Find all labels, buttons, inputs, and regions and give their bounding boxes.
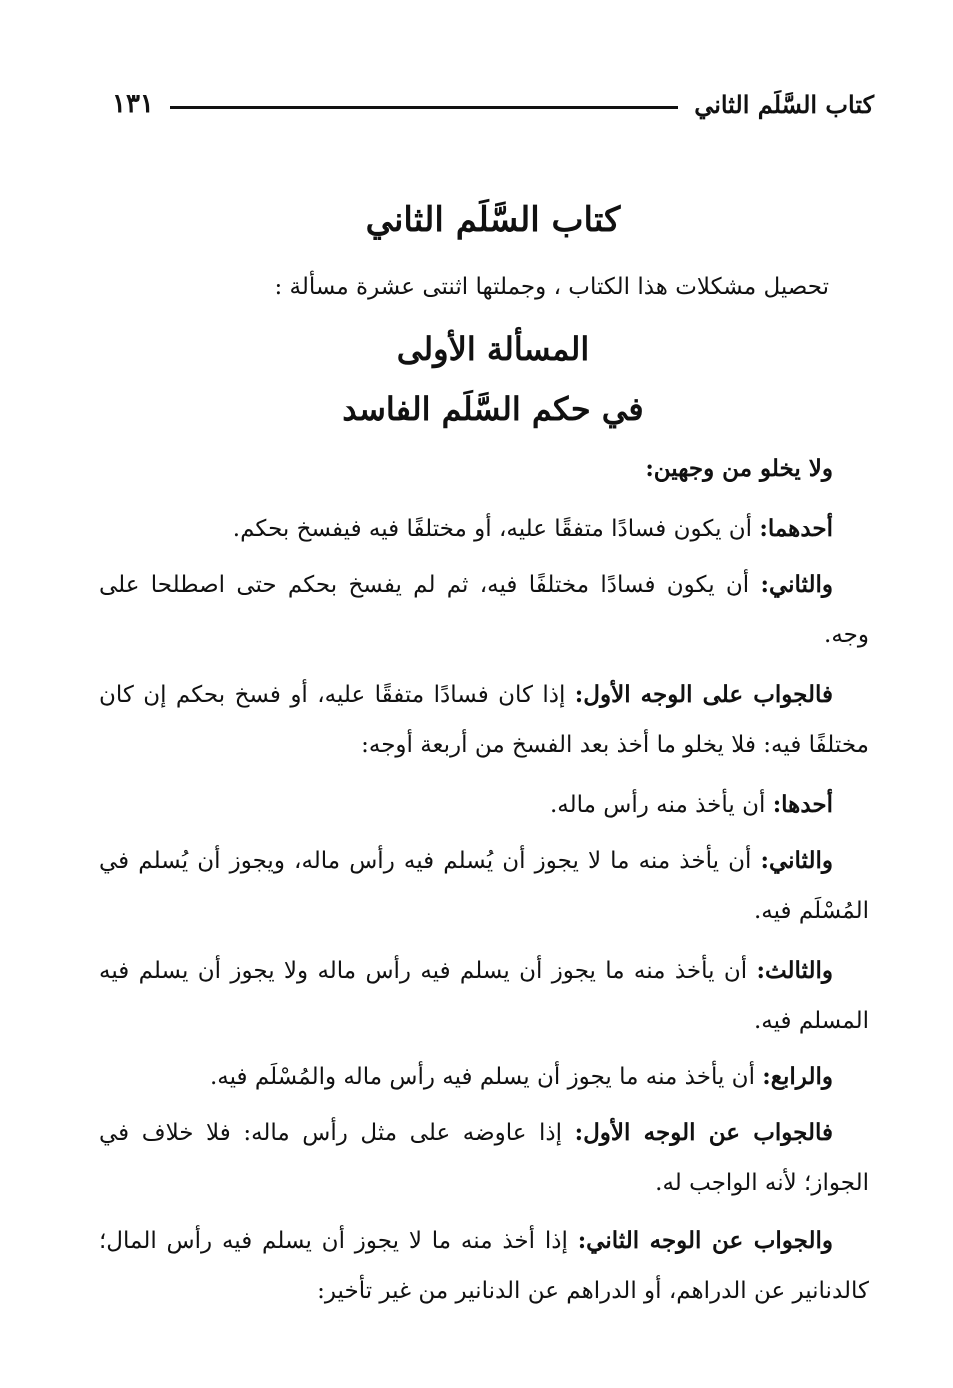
paragraph-jawab-awal xyxy=(99,670,869,770)
paragraph-thalith xyxy=(99,946,869,1046)
paragraph-lead: فالجواب عن الوجه الأول: xyxy=(574,1119,833,1146)
masala-subtitle: في حكم السَّلَم الفاسد xyxy=(342,390,644,428)
paragraph-thani-2 xyxy=(99,836,869,936)
paragraph-lead: والثاني: xyxy=(760,571,833,598)
paragraph-jawab-an-thani xyxy=(99,1216,869,1316)
paragraph-text: إذا عاوضه على مثل رأس ماله: فلا خلاف في الجواز؛ لأنه الواجب له. xyxy=(99,1120,869,1196)
paragraph-lead: فالجواب على الوجه الأول: xyxy=(574,681,833,708)
paragraph-lead: والثاني: xyxy=(760,847,833,874)
paragraph-thani xyxy=(99,560,869,660)
paragraph-text: إذا كان فسادًا متفقًا عليه، أو فسخ بحكم إن كان مختلفًا فيه: فلا يخلو ما أخذ بعد الفسخ من أربعة أوجه: xyxy=(99,682,869,758)
header-rule xyxy=(170,106,678,109)
paragraph-rabi xyxy=(99,1052,869,1102)
running-title: كتاب السَّلَم الثاني xyxy=(694,89,874,119)
book-title: كتاب السَّلَم الثاني xyxy=(365,200,621,240)
paragraph-jawab-an-awal xyxy=(99,1108,869,1208)
paragraph-lead: أحدهما: xyxy=(759,515,833,542)
paragraph-lead: والرابع: xyxy=(762,1063,833,1090)
paragraph-text: أن يأخذ منه ما يجوز أن يسلم فيه رأس ماله ولا يجوز أن يسلم فيه المسلم فيه. xyxy=(99,958,869,1034)
masala-title: المسألة الأولى xyxy=(396,330,590,368)
intro-text: تحصيل مشكلات هذا الكتاب ، وجملتها اثنتى عشرة مسألة : xyxy=(274,274,829,300)
paragraph-text: أن يأخذ منه ما يجوز أن يسلم فيه رأس ماله والمُسْلَم فيه. xyxy=(209,1064,763,1090)
paragraph-text: أن يأخذ منه رأس ماله. xyxy=(550,792,773,818)
paragraph-text: أن يكون فسادًا مختلفًا فيه، ثم لم يفسخ بحكم حتى اصطلحا على وجه. xyxy=(99,572,869,648)
intro-line xyxy=(59,262,829,312)
paragraph-text: إذا أخذ منه ما لا يجوز أن يسلم فيه رأس المال؛ كالدنانير عن الدراهم، أو الدراهم عن الدنانير من غير تأخير: xyxy=(99,1228,869,1304)
running-header xyxy=(112,84,874,124)
paragraph-lead: والجواب عن الوجه الثاني: xyxy=(577,1227,833,1254)
paragraph-lead: أحدها: xyxy=(772,791,833,818)
paragraph-text: أن يكون فسادًا متفقًا عليه، أو مختلفًا فيه فيفسخ بحكم. xyxy=(232,516,760,542)
paragraph-ahaduhuma xyxy=(99,504,869,554)
paragraph-ahaduha xyxy=(99,780,869,830)
page-number: ١٣١ xyxy=(112,89,154,119)
opening-line: ولا يخلو من وجهين: xyxy=(645,455,833,482)
paragraph-text: أن يأخذ منه ما لا يجوز أن يُسلم فيه رأس ماله، ويجوز أن يُسلم في المُسْلَم فيه. xyxy=(99,848,869,924)
paragraph-lead: والثالث: xyxy=(756,957,833,984)
